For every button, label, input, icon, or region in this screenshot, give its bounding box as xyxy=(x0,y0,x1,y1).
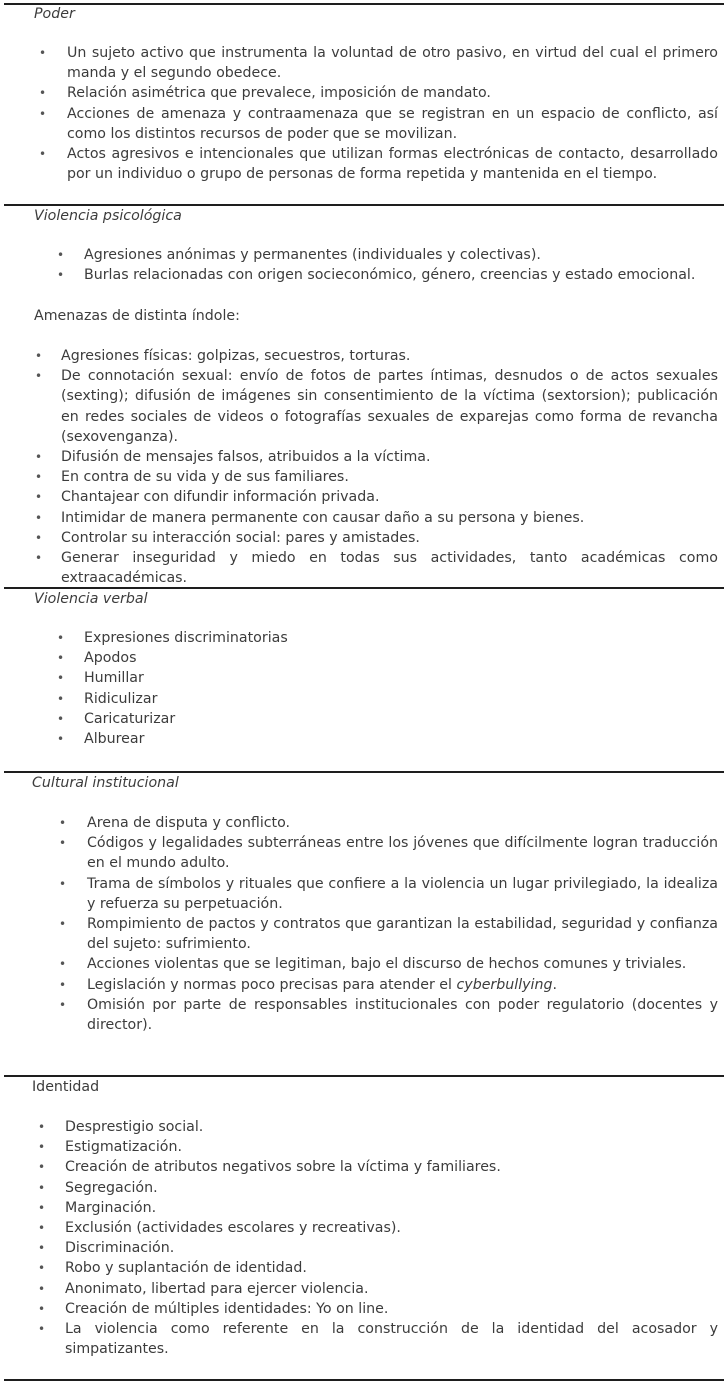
emphasis-term: cyberbullying xyxy=(456,976,553,993)
list-item: • Discriminación. xyxy=(38,1240,175,1257)
section-heading: Violencia verbal xyxy=(34,591,148,607)
list-item: • Agresiones físicas: golpizas, secuestros, torturas. xyxy=(35,348,411,364)
list-item: • Difusión de mensajes falsos, atribuidos a la víctima. xyxy=(35,449,431,466)
list-item: • Humillar xyxy=(57,670,144,687)
bullet-icon: • xyxy=(39,46,47,60)
bullet-icon: • xyxy=(35,450,43,465)
table-rule-top xyxy=(4,3,724,5)
bullet-icon: • xyxy=(57,732,65,747)
list-item: • Exclusión (actividades escolares y recreativas). xyxy=(38,1220,401,1237)
bullet-icon: • xyxy=(38,1200,46,1215)
list-item: • Un sujeto activo que instrumenta la voluntad de otro pasivo, en virtud del cual el primero manda y el segundo obedece. xyxy=(39,45,718,82)
bullet-icon: • xyxy=(57,691,65,706)
bullet-icon: • xyxy=(38,1261,46,1276)
list-item: • La violencia como referente en la construcción de la identidad del acosador y simpatizantes. xyxy=(38,1321,718,1358)
bullet-icon: • xyxy=(35,551,43,566)
section-heading: Violencia psicológica xyxy=(34,208,182,224)
bullet-icon: • xyxy=(59,816,67,830)
bullet-icon: • xyxy=(57,711,65,726)
list-item: • Desprestigio social. xyxy=(38,1119,204,1135)
bullet-icon: • xyxy=(59,917,67,932)
bullet-icon: • xyxy=(38,1301,46,1316)
bullet-icon: • xyxy=(59,836,67,851)
list-item: • Controlar su interacción social: pares y amistades. xyxy=(35,529,420,546)
bullet-icon: • xyxy=(38,1221,46,1236)
bullet-icon: • xyxy=(39,147,47,162)
bullet-icon: • xyxy=(38,1241,46,1256)
list-item: • Intimidar de manera permanente con causar daño a su persona y bienes. xyxy=(35,509,585,526)
bullet-icon: • xyxy=(38,1322,46,1337)
list-item: • Alburear xyxy=(57,731,145,748)
list-item: • Acciones de amenaza y contraamenaza que se registran en un espacio de conflicto, así como los distintos recursos de poder que se movilizan. xyxy=(39,105,718,142)
table-rule-4 xyxy=(4,1075,724,1077)
list-item: • Agresiones anónimas y permanentes (individuales y colectivas). xyxy=(57,247,541,263)
bullet-icon: • xyxy=(35,470,43,485)
list-item: • Apodos xyxy=(57,650,137,667)
list-item: • Relación asimétrica que prevalece, imposición de mandato. xyxy=(39,85,491,102)
list-item: • Expresiones discriminatorias xyxy=(57,630,288,646)
section-heading: Cultural institucional xyxy=(32,775,179,791)
bullet-icon: • xyxy=(35,490,43,505)
bullet-icon: • xyxy=(57,268,65,283)
list-item: • Anonimato, libertad para ejercer violencia. xyxy=(38,1280,369,1297)
list-item: • Arena de disputa y conflicto. xyxy=(59,815,291,831)
list-item: • Rompimiento de pactos y contratos que garantizan la estabilidad, seguridad y confianza del sujeto: sufrimiento. xyxy=(59,916,718,953)
list-item: • Segregación. xyxy=(38,1179,158,1196)
list-item: • Generar inseguridad y miedo en todas sus actividades, tanto académicas como extraacadémicas. xyxy=(35,550,718,587)
section-heading: Poder xyxy=(34,6,75,22)
bullet-list xyxy=(38,1117,718,1359)
bullet-icon: • xyxy=(38,1120,46,1134)
bullet-icon: • xyxy=(59,957,67,972)
bullet-icon: • xyxy=(39,106,47,121)
bullet-icon: • xyxy=(35,369,43,384)
list-item: • Marginación. xyxy=(38,1199,157,1216)
bullet-icon: • xyxy=(35,510,43,525)
bullet-icon: • xyxy=(57,248,65,262)
subheading: Amenazas de distinta índole: xyxy=(34,308,240,324)
bullet-list xyxy=(59,813,718,1035)
list-item: • Chantajear con difundir información privada. xyxy=(35,489,380,506)
bullet-list xyxy=(57,245,718,285)
list-item: • Legislación y normas poco precisas para atender el cyberbullying. xyxy=(59,976,557,993)
bullet-list xyxy=(39,43,718,184)
list-item: • Ridiculizar xyxy=(57,690,158,707)
list-item: • Códigos y legalidades subterráneas entre los jóvenes que difícilmente logran traducción en el mundo adulto. xyxy=(59,835,718,872)
list-item: • Estigmatización. xyxy=(38,1139,182,1156)
list-item: • Actos agresivos e intencionales que utilizan formas electrónicas de contacto, desarrollado por un individuo o grupo de personas de forma repetida y mantenida en el tiempo. xyxy=(39,146,718,183)
bullet-icon: • xyxy=(35,349,43,363)
list-item: • Burlas relacionadas con origen socieconómico, género, creencias y estado emocional. xyxy=(57,267,696,284)
bullet-icon: • xyxy=(38,1180,46,1195)
bullet-icon: • xyxy=(38,1140,46,1155)
bullet-icon: • xyxy=(59,876,67,891)
bullet-icon: • xyxy=(57,651,65,666)
bullet-icon: • xyxy=(35,530,43,545)
table-rule-bottom xyxy=(4,1379,724,1381)
bullet-icon: • xyxy=(38,1281,46,1296)
list-item: • Acciones violentas que se legitiman, bajo el discurso de hechos comunes y triviales. xyxy=(59,956,687,973)
list-item: • Creación de múltiples identidades: Yo on line. xyxy=(38,1300,389,1317)
bullet-icon: • xyxy=(59,977,67,992)
bullet-icon: • xyxy=(38,1160,46,1175)
list-item: • Omisión por parte de responsables institucionales con poder regulatorio (docentes y director). xyxy=(59,996,718,1034)
list-item: • Robo y suplantación de identidad. xyxy=(38,1260,307,1277)
list-item: • Caricaturizar xyxy=(57,710,176,727)
section-heading: Identidad xyxy=(32,1079,100,1095)
bullet-list xyxy=(57,628,718,749)
list-item: • Creación de atributos negativos sobre la víctima y familiares. xyxy=(38,1159,501,1176)
bullet-icon: • xyxy=(57,671,65,686)
bullet-list xyxy=(35,346,718,588)
list-item: • De connotación sexual: envío de fotos de partes íntimas, desnudos o de actos sexuales (sexting); difusión de imágenes sin consentimiento de la víctima (sextorsion); publicación en redes sociales de videos o fotografías sexuales de exparejas como forma de revancha (sexovenganza). xyxy=(35,368,718,445)
list-item: • Trama de símbolos y rituales que confiere a la violencia un lugar privilegiado, la idealiza y refuerza su perpetuación. xyxy=(59,875,718,912)
bullet-icon: • xyxy=(57,631,65,645)
list-item: • En contra de su vida y de sus familiares. xyxy=(35,469,349,486)
bullet-icon: • xyxy=(59,997,67,1012)
bullet-icon: • xyxy=(39,86,47,101)
